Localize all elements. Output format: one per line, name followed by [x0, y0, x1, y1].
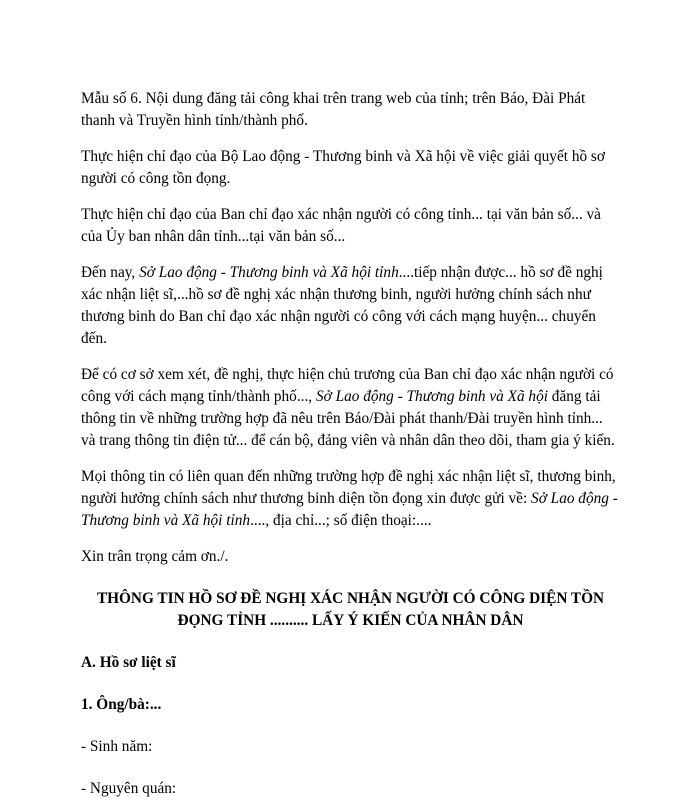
item-1-heading: 1. Ông/bà:... [81, 696, 162, 713]
section-a-heading: A. Hồ sơ liệt sĩ [81, 654, 176, 671]
receipt-status-paragraph [81, 262, 620, 350]
department-name-italic: Sở Lao động - Thương binh và Xã hội [315, 388, 548, 405]
department-name-italic: Sở Lao động - Thương binh và Xã hội tỉnh [81, 490, 618, 529]
department-name-italic: Sở Lao động - Thương binh và Xã hội tỉnh [139, 264, 399, 281]
ministry-directive-paragraph: Thực hiện chỉ đạo của Bộ Lao động - Thương binh và Xã hội về việc giải quyết hồ sơ người có công tồn đọng. [81, 148, 605, 187]
publication-text-c: đăng tải thông tin về những trường hợp đã nêu trên Báo/Đài phát thanh/Đài truyền hình tỉnh... và trang thông tin điện tử... để cán bộ, đảng viên và nhân dân theo dõi, tham gia ý kiến. [81, 388, 615, 449]
publication-text-a: Để có cơ sở xem xét, đề nghị, thực hiện chủ trương của Ban chỉ đạo xác nhận người có công với cách mạng tỉnh/thành phố..., [81, 366, 614, 405]
form-intro-paragraph: Mẫu số 6. Nội dung đăng tải công khai trên trang web của tỉnh; trên Báo, Đài Phát thanh và Truyền hình tỉnh/thành phố. [81, 90, 586, 129]
closing-thanks: Xin trân trọng cảm ơn./. [81, 548, 229, 565]
contact-text-c: ...., địa chỉ...; số điện thoại:.... [250, 512, 432, 529]
birth-year-field: - Sinh năm: [81, 738, 153, 755]
steering-committee-paragraph: Thực hiện chỉ đạo của Ban chỉ đạo xác nhận người có công tỉnh... tại văn bản số... và của Ủy ban nhân dân tỉnh...tại văn bản số... [81, 206, 601, 245]
section-title: THÔNG TIN HỒ SƠ ĐỀ NGHỊ XÁC NHẬN NGƯỜI CÓ CÔNG DIỆN TỒN ĐỌNG TỈNH .......... LẤY Ý KIẾN CỦA NHÂN DÂN [96, 590, 605, 629]
publication-paragraph [81, 364, 620, 452]
receipt-status-text-a: Đến nay, [81, 264, 140, 281]
contact-text-a: Mọi thông tin có liên quan đến những trường hợp đề nghị xác nhận liệt sĩ, thương binh, người hưởng chính sách như thương binh diện tồn đọng xin được gửi về: [81, 468, 616, 507]
contact-paragraph [81, 466, 620, 532]
origin-field: - Nguyên quán: [81, 780, 177, 797]
receipt-status-text-c: ....tiếp nhận được... hồ sơ đề nghị xác nhận liệt sĩ,...hồ sơ đề nghị xác nhận thương binh, người hưởng chính sách như thương binh do Ban chỉ đạo xác nhận người có công với cách mạng huyện... chuyển đến. [81, 264, 603, 347]
